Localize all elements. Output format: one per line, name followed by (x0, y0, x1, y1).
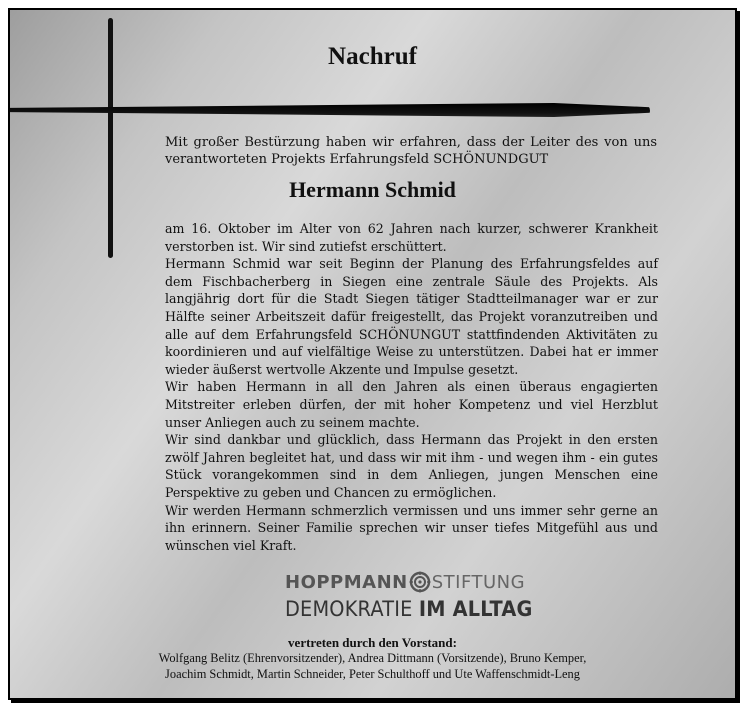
page-title: Nachruf (328, 43, 417, 70)
body-paragraph: Wir haben Hermann in all den Jahren als einen überaus engagierten Mitstreiter erleben dürfen, der mit hoher Kompetenz und viel Herzblut unser Anliegen auch zu seinem machte. (165, 379, 658, 430)
foundation-logo-line1 (285, 571, 525, 593)
intro-text: Mit großer Bestürzung haben wir erfahren, dass der Leiter des von uns verantworteten Projekts Erfahrungsfeld SCHÖNUNDGUT (165, 135, 657, 167)
body-paragraph: am 16. Oktober im Alter von 62 Jahren nach kurzer, schwerer Krankheit verstorben ist. Wir sind zutiefst erschüttert. (165, 221, 658, 254)
body-paragraph: Wir werden Hermann schmerzlich vermissen und uns immer sehr gerne an ihn erinnern. Seiner Familie sprechen wir unser tiefes Mitgefühl aus und wünschen viel Kraft. (165, 502, 658, 553)
cross-horizontal-beam (10, 103, 650, 117)
board-heading: vertreten durch den Vorstand: (288, 635, 457, 650)
body-paragraph: Hermann Schmid war seit Beginn der Planung des Erfahrungsfeldes auf dem Fischbacherberg in Siegen eine zentrale Säule des Projekts. Als langjährig dort für die Stadt Siegen tätiger Stadtteilmanager war er zur Hälfte seiner Arbeitszeit dafür freigestellt, das Projekt voranzutreiben und alle auf dem Erfahrungsfeld SCHÖNUNGUT stattfindenden Aktivitäten zu koordinieren und auf vielfältige Weise zu unterstützen. Dabei hat er immer wieder äußerst wertvolle Akzente und Impulse gesetzt. (165, 256, 658, 377)
logo-word-demokratie: DEMOKRATIE (285, 597, 413, 621)
board-members-line: Wolfgang Belitz (Ehrenvorsitzender), Andrea Dittmann (Vorsitzende), Bruno Kemper, (158, 651, 587, 665)
board-members (10, 650, 735, 682)
board-members-line: Joachim Schmidt, Martin Schneider, Peter Schulthoff und Ute Waffenschmidt-Leng (165, 667, 580, 681)
foundation-logo-line2 (285, 597, 533, 621)
body-paragraph: Wir sind dankbar und glücklich, dass Hermann das Projekt in den ersten zwölf Jahren begleitet hat, und dass wir mit ihm - und wegen ihm - ein gutes Stück vorangekommen sind in dem Anliegen, jungen Menschen eine Perspektive zu geben und Chancen zu ermöglichen. (165, 432, 658, 500)
logo-word-stiftung: STIFTUNG (431, 571, 526, 593)
logo-word-hoppmann: HOPPMANN (285, 571, 408, 593)
obituary-body (165, 220, 658, 554)
hoppmann-ring-icon (409, 571, 431, 593)
deceased-name: Hermann Schmid (289, 177, 456, 202)
obituary-panel (8, 8, 737, 700)
logo-word-im-alltag: IM ALLTAG (418, 597, 533, 621)
